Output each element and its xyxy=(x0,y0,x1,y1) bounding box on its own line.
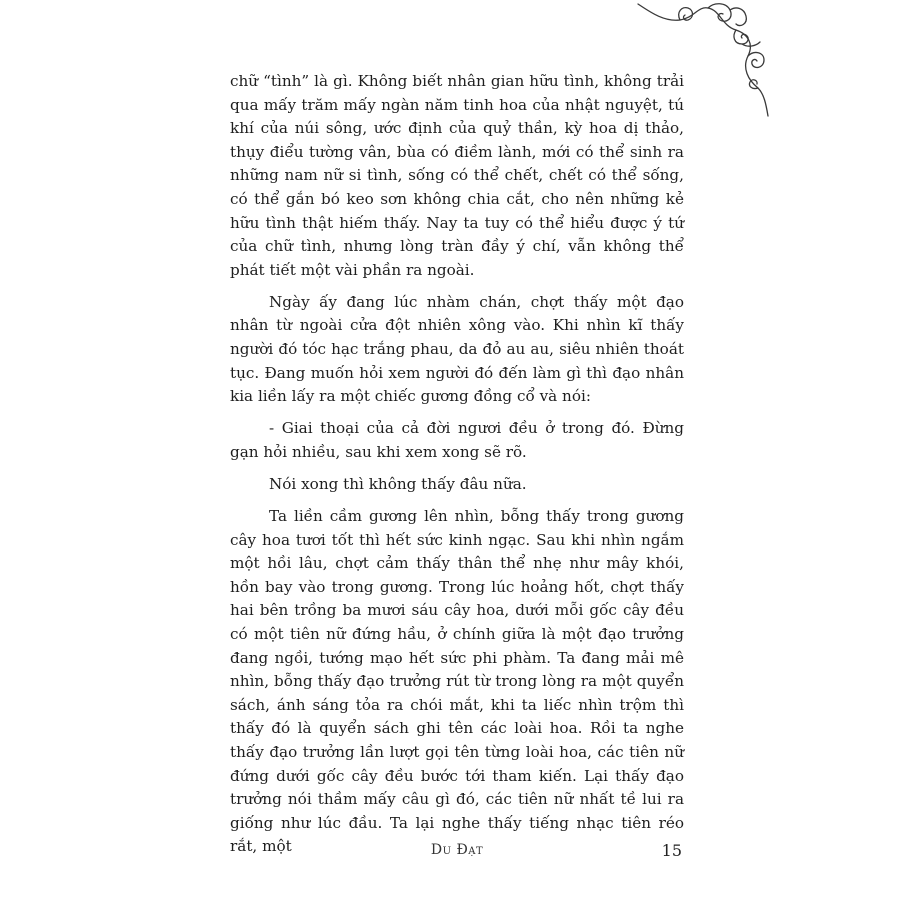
dialogue-line: - Giai thoại của cả đời ngươi đều ở trong đó. Đừng gạn hỏi nhiều, sau khi xem xong sẽ rõ. xyxy=(230,419,684,461)
paragraph-1: chữ “tình” là gì. Không biết nhân gian hữu tình, không trải qua mấy trăm mấy ngàn năm tinh hoa của nhật nguyệt, tú khí của núi sông, ước định của quỷ thần, kỳ hoa dị thảo, thụy điểu tường vân, bùa có điềm lành, mới có thể sinh ra những nam nữ si tình, sống có thể chết, chết có thể sống, có thể gắn bó keo sơn không chia cắt, cho nên những kẻ hữu tình thật hiếm thấy. Nay ta tuy có thể hiểu được ý tứ của chữ tình, nhưng lòng tràn đầy ý chí, vẫn không thể phát tiết một vài phần ra ngoài. xyxy=(230,72,684,279)
paragraph-2: Ngày ấy đang lúc nhàm chán, chợt thấy một đạo nhân từ ngoài cửa đột nhiên xông vào. Khi nhìn kĩ thấy người đó tóc hạc trắng phau, da đỏ au au, siêu nhiên thoát tục. Đang muốn hỏi xem người đó đến làm gì thì đạo nhân kia liền lấy ra một chiếc gương đồng cổ và nói: xyxy=(230,292,684,406)
paragraph-3: Nói xong thì không thấy đâu nữa. xyxy=(269,475,527,493)
page-footer xyxy=(230,841,684,863)
page-number: 15 xyxy=(661,841,682,860)
running-footer-author: Du Đạt xyxy=(430,842,484,858)
paragraph-4: Ta liền cầm gương lên nhìn, bỗng thấy trong gương cây hoa tươi tốt thì hết sức kinh ngạc. Sau khi nhìn ngắm một hồi lâu, chợt cảm thấy thân thể nhẹ như mây khói, hồn bay vào trong gương. Trong lúc hoảng hốt, chợt thấy hai bên trồng ba mươi sáu cây hoa, dưới mỗi gốc cây đều có một tiên nữ đứng hầu, ở chính giữa là một đạo trưởng đang ngồi, tướng mạo hết sức phi phàm. Ta đang mải mê nhìn, bỗng thấy đạo trưởng rút từ trong lòng ra một quyển sách, ánh sáng tỏa ra chói mắt, khi ta liếc nhìn trộm thì thấy đó là quyển sách ghi tên các loài hoa. Rồi ta nghe thấy đạo trưởng lần lượt gọi tên từng loài hoa, các tiên nữ đứng dưới gốc cây đều bước tới tham kiến. Lại thấy đạo trưởng nói thầm mấy câu gì đó, các tiên nữ nhất tề lui ra giống như lúc đầu. Ta lại nghe thấy tiếng nhạc tiên réo rắt, một xyxy=(230,507,684,856)
body-text xyxy=(230,70,684,859)
